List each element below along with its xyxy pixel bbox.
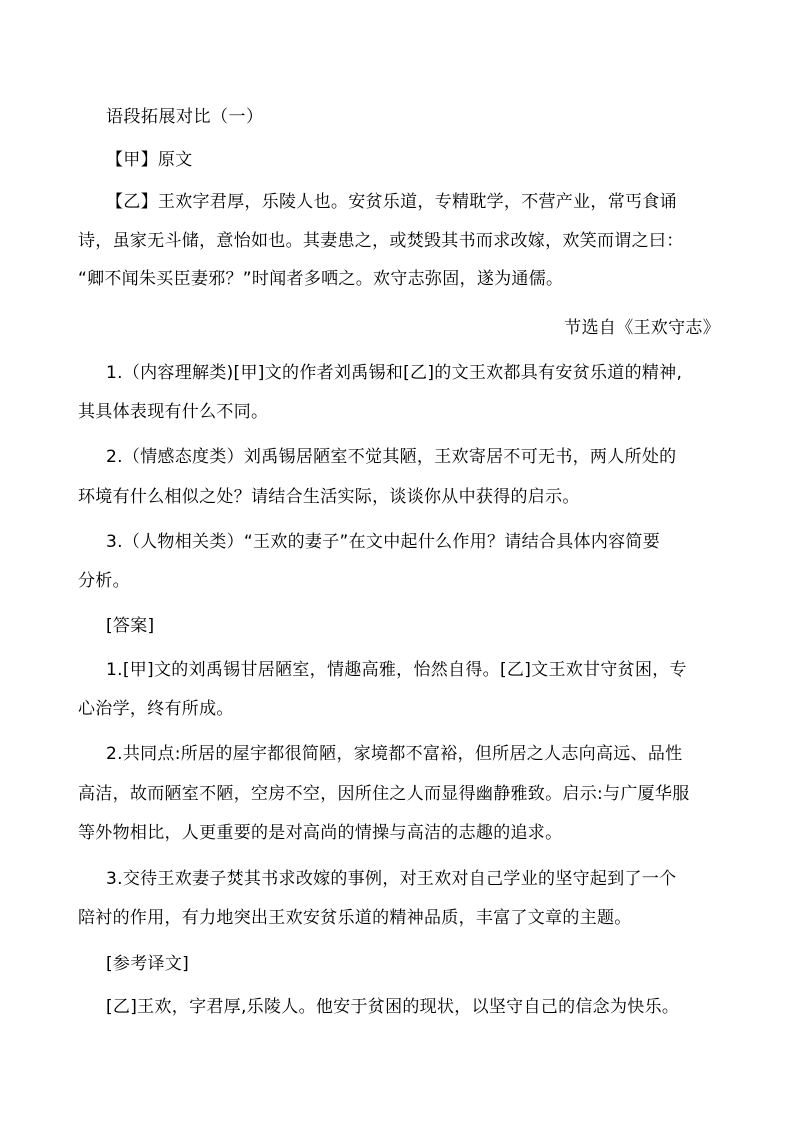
question-3-line-2: 分析。 (78, 571, 130, 591)
answer-2-line-2: 高洁，故而陋室不陋，空房不空，因所住之人而显得幽静雅致。启示:与广厦华服 (78, 784, 690, 804)
section-heading: 语段拓展对比（一） (106, 107, 264, 127)
question-2-line-1: 2.（情感态度类）刘禹锡居陋室不觉其陋，王欢寄居不可无书，两人所处的 (106, 447, 677, 467)
part-b-line-3: “卿不闻朱买臣妻邪？”时闻者多哂之。欢守志弥固，遂为通儒。 (78, 269, 564, 289)
translation-label: [参考译文] (106, 954, 190, 974)
answer-label: [答案] (106, 616, 155, 636)
part-b-line-2: 诗，虽家无斗储，意怡如也。其妻患之，或焚毁其书而求改嫁，欢笑而谓之曰： (78, 231, 684, 251)
part-a-label: 【甲】原文 (106, 150, 193, 170)
answer-1-line-2: 心治学，终有所成。 (78, 699, 234, 719)
answer-2-line-3: 等外物相比，人更重要的是对高尚的情操与高洁的志趣的追求。 (78, 823, 563, 843)
answer-3-line-2: 陪衬的作用，有力地突出王欢安贫乐道的精神品质，丰富了文章的主题。 (78, 908, 632, 928)
answer-1-line-1: 1.[甲]文的刘禹锡甘居陋室，情趣高雅，怡然自得。[乙]文王欢甘守贫困，专 (106, 660, 687, 680)
question-3-line-1: 3.（人物相关类）“王欢的妻子”在文中起什么作用？请结合具体内容简要 (106, 532, 661, 552)
answer-2-line-1: 2.共同点:所居的屋宇都很简陋，家境都不富裕，但所居之人志向高远、品性 (106, 744, 683, 764)
answer-3-line-1: 3.交待王欢妻子焚其书求改嫁的事例，对王欢对自己学业的坚守起到了一个 (106, 869, 677, 889)
question-2-line-2: 环境有什么相似之处？请结合生活实际，谈谈你从中获得的启示。 (78, 487, 580, 507)
part-b-line-1: 【乙】王欢字君厚，乐陵人也。安贫乐道，专精耽学，不营产业，常丐食诵 (106, 192, 677, 212)
source-citation: 节选自《王欢守志》 (564, 318, 720, 338)
question-1-line-2: 其具体表现有什么不同。 (78, 402, 269, 422)
question-1-line-1: 1.（内容理解类)[甲]文的作者刘禹锡和[乙]的文王欢都具有安贫乐道的精神, (106, 363, 683, 383)
translation-line-1: [乙]王欢，字君厚,乐陵人。他安于贫困的现状，以坚守自己的信念为快乐。 (106, 997, 680, 1017)
